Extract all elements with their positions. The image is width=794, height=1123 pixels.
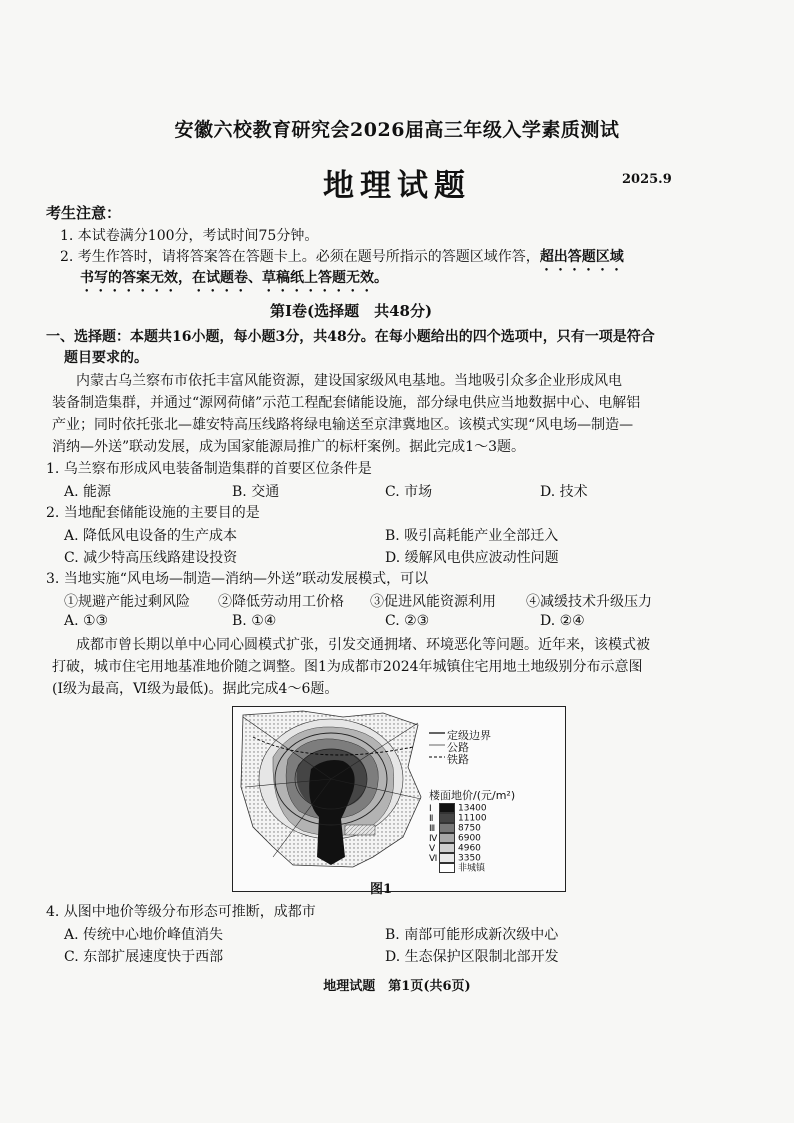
legend-level-row — [429, 853, 481, 863]
question-1-option-d[interactable]: D. 技术 — [540, 484, 588, 500]
legend-level-price: 13400 — [458, 803, 487, 814]
question-3-option-a[interactable]: A. ①③ — [64, 613, 109, 629]
legend-boundary: 定级边界 — [447, 729, 491, 742]
passage1-line: 消纳—外送”联动发展，成为国家能源局推广的标杆案例。据此完成1～3题。 — [52, 439, 525, 455]
passage2-line: (Ⅰ级为最高，Ⅵ级为最低)。据此完成4～6题。 — [52, 681, 339, 697]
question-3-statement-1: ①规避产能过剩风险 — [64, 594, 190, 610]
legend-level-price: 6900 — [458, 833, 481, 844]
section-instruction-cont: 题目要求的。 — [64, 350, 148, 366]
legend-level-swatch — [439, 853, 455, 863]
legend-non-urban — [439, 863, 485, 874]
legend-level-row — [429, 803, 487, 813]
legend-non-urban-swatch — [439, 863, 455, 873]
question-4-option-b[interactable]: B. 南部可能形成新次级中心 — [385, 927, 559, 943]
legend-level-price: 4960 — [458, 843, 481, 854]
section-instruction-lead: 一、选择题： — [46, 329, 130, 345]
question-3-statement-3: ③促进风能资源利用 — [370, 594, 496, 610]
legend-road: 公路 — [447, 741, 469, 754]
question-4-stem: 4. 从图中地价等级分布形态可推断，成都市 — [46, 904, 316, 920]
question-3-stem: 3. 当地实施“风电场—制造—消纳—外送”联动发展模式，可以 — [46, 571, 429, 587]
notice-heading: 考生注意： — [46, 204, 122, 222]
legend-level-roman: Ⅴ — [429, 843, 436, 854]
question-2-option-c[interactable]: C. 减少特高压线路建设投资 — [64, 550, 238, 566]
legend-level-row — [429, 833, 481, 843]
question-3-option-b[interactable]: B. ①④ — [232, 613, 277, 629]
figure-caption: 图1 — [370, 882, 393, 897]
section-title: 第Ⅰ卷(选择题 共48分) — [270, 302, 433, 320]
legend-rail: 铁路 — [447, 753, 469, 766]
question-4-option-a[interactable]: A. 传统中心地价峰值消失 — [64, 927, 224, 943]
question-1-option-a[interactable]: A. 能源 — [64, 484, 112, 500]
question-1-stem: 1. 乌兰察布形成风电装备制造集群的首要区位条件是 — [46, 461, 372, 477]
exam-title: 安徽六校教育研究会2026届高三年级入学素质测试 — [174, 119, 620, 141]
question-4-option-d[interactable]: D. 生态保护区限制北部开发 — [385, 949, 559, 965]
passage2-line: 成都市曾长期以单中心同心圆模式扩张，引发交通拥堵、环境恶化等问题。近年来，该模式被 — [76, 637, 650, 653]
passage1-line: 产业；同时依托张北—雄安特高压线路将绿电输送至京津冀地区。该模式实现“风电场—制造— — [52, 417, 634, 433]
notice-item-2-emphasis-cont: 书写的答案无效，在试题卷、草稿纸上答题无效。 — [80, 270, 388, 286]
legend-level-row — [429, 823, 481, 833]
question-1-option-c[interactable]: C. 市场 — [385, 484, 433, 500]
legend-non-urban-label: 非城镇 — [458, 863, 486, 874]
question-3-statement-2: ②降低劳动用工价格 — [218, 594, 344, 610]
passage2-line: 打破，城市住宅用地基准地价随之调整。图1为成都市2024年城镇住宅用地土地级别分布示意图 — [52, 659, 643, 675]
legend-price-title: 楼面地价/(元/m²) — [429, 789, 516, 802]
page-footer: 地理试题 第1页(共6页) — [323, 979, 471, 994]
legend-level-swatch — [439, 843, 455, 853]
legend-level-roman: Ⅱ — [429, 813, 434, 824]
section-instruction — [46, 327, 655, 348]
legend-level-swatch — [439, 823, 455, 833]
question-3-statement-4: ④减缓技术升级压力 — [526, 594, 652, 610]
figure-1-map — [232, 706, 566, 892]
hatched-zone — [345, 825, 375, 835]
notice-item-2-text: 2. 考生作答时，请将答案答在答题卡上。必须在题号所指示的答题区域作答， — [60, 249, 540, 265]
land-level-map — [233, 707, 565, 873]
legend-level-row — [429, 843, 481, 853]
notice-item-1: 1. 本试卷满分100分，考试时间75分钟。 — [60, 228, 319, 244]
passage1-line: 装备制造集群，并通过“源网荷储”示范工程配套储能设施，部分绿电供应当地数据中心、电解铝 — [52, 395, 641, 411]
legend-level-swatch — [439, 803, 455, 813]
legend-level-price: 3350 — [458, 853, 481, 864]
legend-level-swatch — [439, 833, 455, 843]
notice-item-2-emphasis: 超出答题区域 — [539, 249, 624, 265]
legend-level-row — [429, 813, 487, 823]
question-3-option-c[interactable]: C. ②③ — [385, 613, 430, 629]
legend-level-roman: Ⅵ — [429, 853, 438, 864]
legend-level-price: 8750 — [458, 823, 481, 834]
section-instruction-text: 本题共16小题，每小题3分，共48分。在每小题给出的四个选项中，只有一项是符合 — [130, 329, 655, 345]
question-2-stem: 2. 当地配套储能设施的主要目的是 — [46, 505, 260, 521]
legend-level-roman: Ⅰ — [429, 803, 432, 814]
subject-title: 地理试题 — [323, 168, 471, 204]
question-1-option-b[interactable]: B. 交通 — [232, 484, 280, 500]
question-2-option-d[interactable]: D. 缓解风电供应波动性问题 — [385, 550, 559, 566]
question-3-option-d[interactable]: D. ②④ — [540, 613, 585, 629]
passage1-line: 内蒙古乌兰察布市依托丰富风能资源，建设国家级风电基地。当地吸引众多企业形成风电 — [76, 373, 622, 389]
legend-level-roman: Ⅲ — [429, 823, 436, 834]
question-2-option-b[interactable]: B. 吸引高耗能产业全部迁入 — [385, 528, 559, 544]
legend-level-roman: Ⅳ — [429, 833, 438, 844]
question-4-option-c[interactable]: C. 东部扩展速度快于西部 — [64, 949, 224, 965]
legend-level-swatch — [439, 813, 455, 823]
legend-level-price: 11100 — [458, 813, 487, 824]
exam-date: 2025.9 — [622, 172, 672, 187]
question-2-option-a[interactable]: A. 降低风电设备的生产成本 — [64, 528, 238, 544]
notice-item-2-cont — [80, 268, 388, 295]
